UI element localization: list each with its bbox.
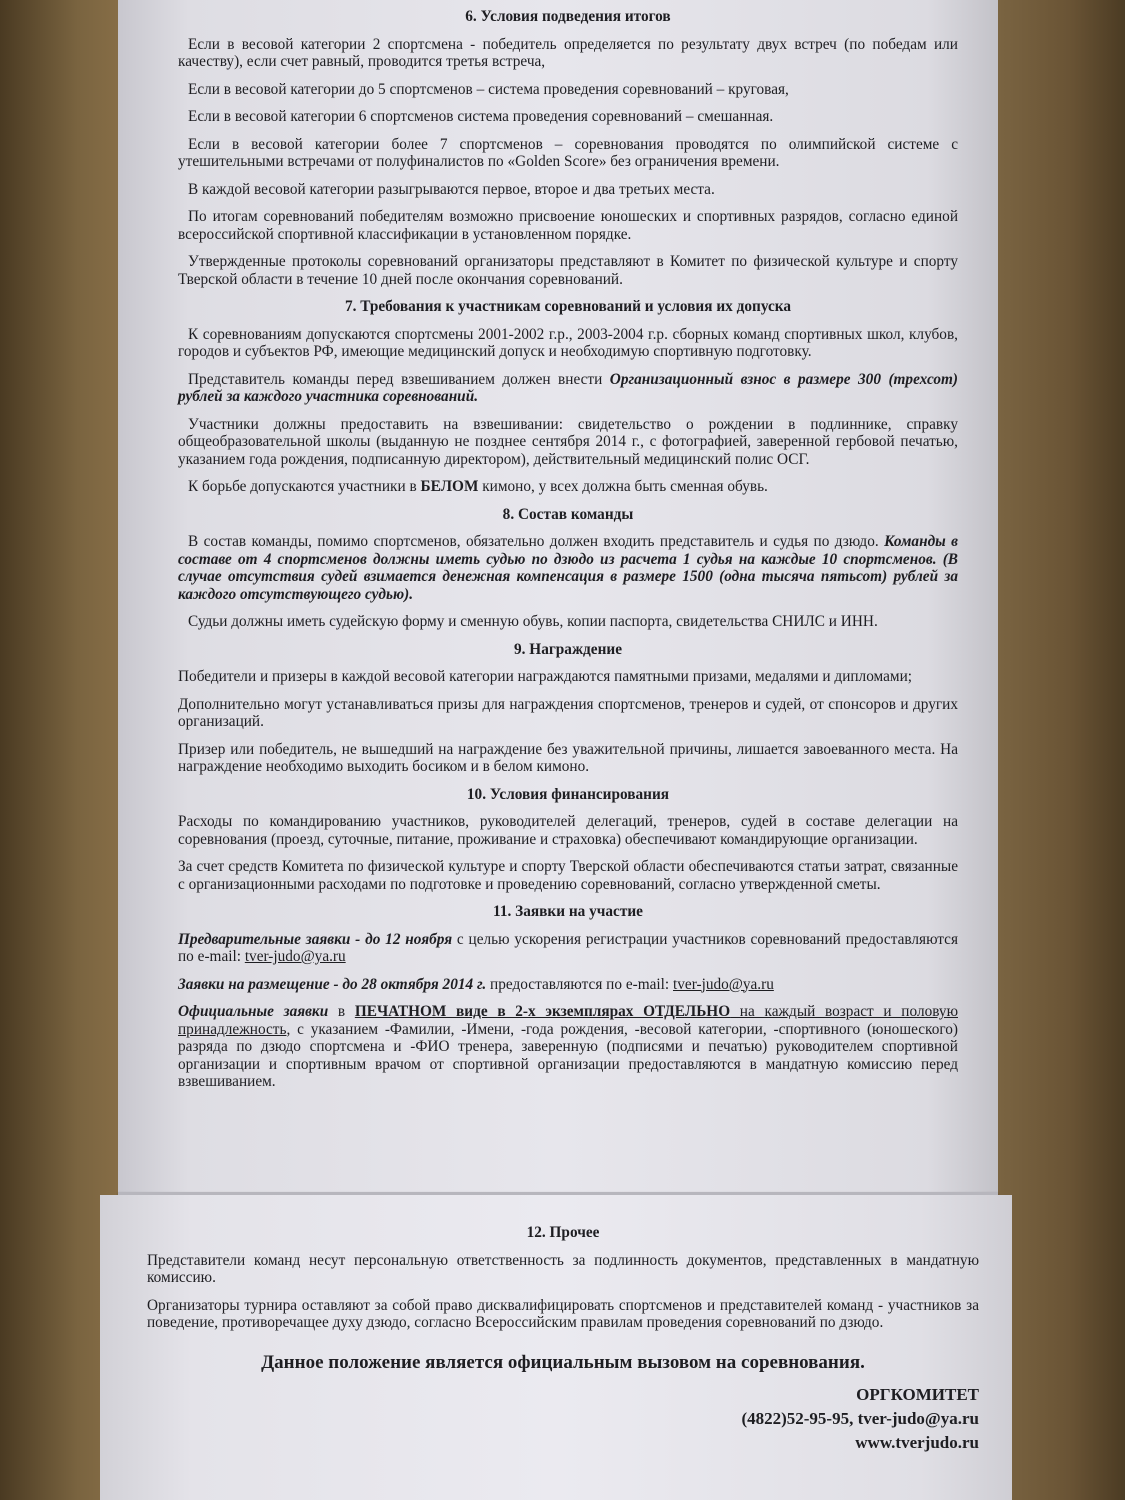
section-12-paragraph: Представители команд несут персональную ответственность за подлинность документов, представленных в мандатную комиссию. [147,1251,979,1286]
section-6-paragraph: Если в весовой категории 2 спортсмена - победитель определяется по результату двух встреч (по победам или качеству), если счет равный, проводится третья встреча, [178,35,958,70]
section-11-title: 11. Заявки на участие [493,903,643,920]
section-6-title: 6. Условия подведения итогов [465,8,671,25]
section-6-paragraph: Утвержденные протоколы соревнований организаторы представляют в Комитет по физической культуре и спорту Тверской области в течение 10 дней после окончания соревнований. [178,253,958,288]
section-9-title: 9. Награждение [514,640,622,658]
kimono-text-start: К борьбе допускаются участники в [188,478,421,495]
accommodation-applications-paragraph [178,976,958,994]
team-composition-text: В состав команды, помимо спортсменов, обязательно должен входить представитель и судья по дзюдо. [188,533,885,550]
section-6-paragraph: Если в весовой категории более 7 спортсменов – соревнования проводятся по олимпийской системе с утешительными встречами от полуфиналистов по «Golden Score» без ограничения времени. [178,135,958,170]
section-7-kimono-paragraph [178,478,958,496]
accommodation-deadline-text: Заявки на размещение - до 28 октября 2014 г. [178,975,487,993]
section-7-paragraph: К соревнованиям допускаются спортсмены 2001-2002 г.р., 2003-2004 г.р. сборных команд спортивных школ, клубов, городов и субъектов РФ, имеющие медицинский допуск и необходимую спортивную подготовку. [178,325,958,360]
orgcommittee-website[interactable]: www.tverjudo.ru [855,1433,979,1452]
section-7-fee-paragraph [178,371,958,406]
preliminary-body-text: с целью ускорения регистрации участников соревнований предоставляются по e-mail: [178,930,958,965]
section-6-paragraph: Если в весовой категории 6 спортсменов система проведения соревнований – смешанная. [188,108,774,125]
referee-requirement-text: Команды в составе от 4 спортсменов должны иметь судью по дзюдо из расчета 1 судья на каждые 10 спортсменов. (В случае отсутствия судей взимается денежная компенсация в размере 1500 (одна тысяча пятьсот) рублей за каждого отсутствующего судью). [178,533,959,603]
section-9-paragraph: Дополнительно могут устанавливаться призы для награждения спортсменов, тренеров и судей, от спонсоров и других организаций. [178,695,958,730]
fee-amount-text: Организационный взнос в размере 300 (трехсот) рублей за каждого участника соревнований. [178,370,958,405]
kimono-color-text: БЕЛОМ [420,478,479,495]
section-12-paragraph: Организаторы турнира оставляют за собой право дисквалифицировать спортсменов и представителей команд - участников за поведение, противоречащее духу дзюдо, согласно Всероссийским правилам проведения соревнований по дзюдо. [147,1296,979,1331]
official-applications-label: Официальные заявки [178,1003,329,1020]
section-7-title: 7. Требования к участникам соревнований и условия их допуска [344,298,792,315]
per-age-text: на каждый возраст и половую принадлежность [178,1003,958,1038]
official-applications-connector: в [328,1003,355,1020]
section-9-paragraph: Призер или победитель, не вышедший на награждение без уважительной причины, лишается завоеванного места. На награждение необходимо выходить босиком и в белом кимоно. [178,740,958,775]
accommodation-body-text: предоставляются по e-mail: [486,975,673,993]
section-7-paragraph: Участники должны предоставить на взвешивании: свидетельство о рождении в подлиннике, справку общеобразовательной школы (выданную не позднее сентября 2014 г., с фотографией, заверенной гербовой печатью, указанием года рождения, подписанную директором), действительный медицинский полис ОСГ. [178,415,958,468]
document-upper-section [178,8,958,1101]
official-applications-paragraph [178,1003,958,1091]
orgcommittee-contacts: (4822)52-95-95, tver-judo@ya.ru [741,1409,979,1428]
section-8-title: 8. Состав команды [502,505,634,523]
section-12-title: 12. Прочее [526,1224,600,1241]
printed-copies-text: ПЕЧАТНОМ виде в 2-х экземплярах ОТДЕЛЬНО [354,1003,731,1020]
official-applications-body: , с указанием -Фамилии, -Имени, -года рождения, -весовой категории, -спортивного (юношеского) разряда по дзюдо спортсмена и -ФИО тренера, заверенную (подписями и печатью) руководителем спортивной организации и спортивным врачом от спортивной организации предоставляются в мандатную комиссию перед взвешиванием. [178,1020,958,1090]
section-6-paragraph: В каждой весовой категории разыгрываются первое, второе и два третьих места. [188,180,715,198]
section-6-paragraph: По итогам соревнований победителям возможно присвоение юношеских и спортивных разрядов, согласно единой всероссийской спортивной классификации в установленном порядке. [178,208,958,243]
email-link[interactable]: tver-judo@ya.ru [244,948,346,965]
section-10-title: 10. Условия финансирования [466,785,670,803]
preliminary-applications-paragraph [178,931,958,966]
official-call-statement: Данное положение является официальным вызовом на соревнования. [261,1351,865,1373]
section-8-paragraph: Судьи должны иметь судейскую форму и сменную обувь, копии паспорта, свидетельства СНИЛС и ИНН. [188,613,878,630]
section-9-paragraph: Победители и призеры в каждой весовой категории награждаются памятными призами, медалями и дипломами; [178,668,913,685]
email-link[interactable]: tver-judo@ya.ru [673,975,774,993]
section-6-paragraph: Если в весовой категории до 5 спортсменов – система проведения соревнований – круговая, [188,80,789,98]
document-lower-section [147,1224,979,1455]
section-10-paragraph: За счет средств Комитета по физической культуре и спорту Тверской области обеспечиваются статьи затрат, связанные с организационными расходами по подготовке и проведению соревнований, согласно утвержденной сметы. [178,858,958,893]
section-10-paragraph: Расходы по командированию участников, руководителей делегаций, тренеров, судей в составе делегации на соревнования (проезд, суточные, питание, проживание и страховка) обеспечивают командирующие организации. [178,813,958,848]
kimono-text-end: кимоно, у всех должна быть сменная обувь. [478,478,768,495]
fee-intro-text: Представитель команды перед взвешиванием должен внести [188,370,610,388]
preliminary-deadline-text: Предварительные заявки - до 12 ноября [178,930,453,948]
section-8-team-paragraph [178,533,958,603]
orgcommittee-name: ОРГКОМИТЕТ [856,1385,979,1404]
